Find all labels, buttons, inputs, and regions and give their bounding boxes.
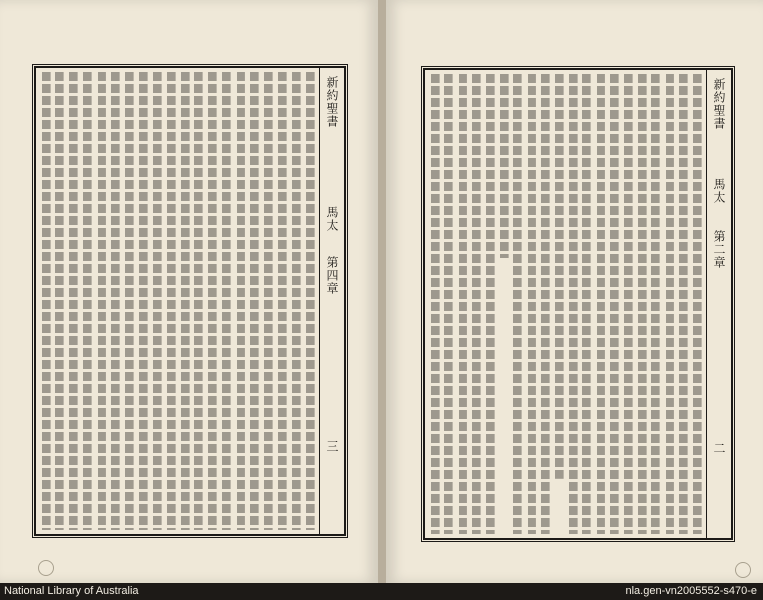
text-column: [677, 74, 689, 534]
left-book-title: 新約聖書: [325, 76, 339, 128]
text-column: [68, 72, 80, 530]
left-page-number: 三: [325, 440, 339, 453]
text-column: [526, 74, 538, 534]
text-column: [429, 74, 441, 534]
text-column: [498, 74, 510, 534]
library-stamp-icon: [38, 560, 54, 576]
text-column: [151, 72, 163, 530]
text-column: [262, 72, 274, 530]
text-column: [165, 72, 177, 530]
text-column: [137, 72, 149, 530]
left-text-frame: [34, 66, 346, 536]
right-book-title: 新約聖書: [712, 78, 726, 130]
text-column: [235, 72, 247, 530]
text-column: [608, 74, 620, 534]
text-column: [82, 72, 94, 530]
text-column: [179, 72, 191, 530]
text-column: [691, 74, 703, 534]
right-chapter: 第二章: [712, 230, 726, 269]
text-column: [109, 72, 121, 530]
text-column: [595, 74, 607, 534]
text-column: [457, 74, 469, 534]
library-credit: National Library of Australia: [4, 585, 139, 597]
text-column: [304, 72, 316, 530]
left-body-columns: [40, 72, 316, 530]
text-column: [443, 74, 455, 534]
right-page-number: 二: [712, 442, 726, 455]
right-body-columns: [429, 74, 703, 534]
text-column: [470, 74, 482, 534]
right-gospel-name: 馬太: [712, 178, 726, 204]
footer-bar: [0, 583, 763, 600]
text-column: [193, 72, 205, 530]
left-margin-column: [319, 68, 344, 534]
text-column: [567, 74, 579, 534]
text-column: [54, 72, 66, 530]
item-identifier: nla.gen-vn2005552-s470-e: [625, 585, 757, 597]
text-column: [96, 72, 108, 530]
right-margin-column: [706, 70, 731, 538]
text-column: [207, 72, 219, 530]
text-column: [290, 72, 302, 530]
text-column: [484, 74, 496, 534]
left-chapter: 第四章: [325, 256, 339, 295]
text-column: [123, 72, 135, 530]
text-column: [221, 72, 233, 530]
text-column: [622, 74, 634, 534]
left-gospel-name: 馬太: [325, 206, 339, 232]
text-column: [581, 74, 593, 534]
text-column: [512, 74, 524, 534]
text-column: [553, 74, 565, 534]
text-column: [40, 72, 52, 530]
text-column: [248, 72, 260, 530]
book-gutter: [378, 0, 386, 583]
text-column: [664, 74, 676, 534]
right-text-frame: [423, 68, 733, 540]
text-column: [636, 74, 648, 534]
library-stamp-icon: [735, 562, 751, 578]
text-column: [539, 74, 551, 534]
text-column: [276, 72, 288, 530]
text-column: [650, 74, 662, 534]
